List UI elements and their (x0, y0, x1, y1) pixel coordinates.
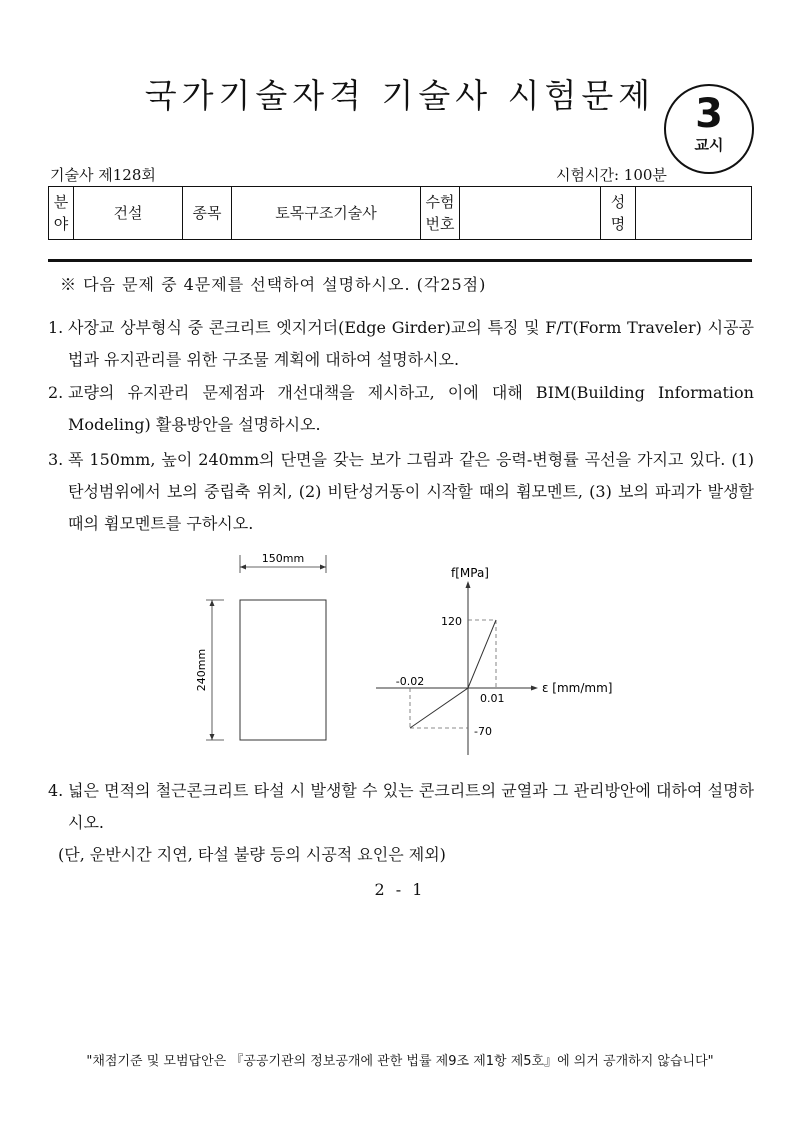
session-label: 교시 (694, 136, 724, 154)
field-label (49, 187, 74, 240)
question-number: 3. (48, 450, 64, 469)
beam-figure (0, 545, 800, 765)
exam-title: 국가기술자격 기술사 시험문제 (144, 76, 656, 115)
arrow-icon (210, 600, 215, 606)
y-axis-label: f[MPa] (451, 566, 489, 580)
exam-number-label-line2: 번호 (425, 215, 455, 233)
field-label-line1: 분 (53, 193, 69, 211)
question-text: 교량의 유지관리 문제점과 개선대책을 제시하고, 이에 대해 BIM(Building Information Modeling) 활용방안을 설명하시오. (68, 383, 754, 434)
exam-round: 기술사 제128회 (50, 166, 156, 184)
exam-info-table (48, 186, 752, 240)
exam-number-label-line1: 수험 (425, 193, 455, 211)
name-label (601, 187, 636, 240)
exam-time: 시험시간: 100분 (556, 166, 667, 184)
exam-number-label (421, 187, 460, 240)
section-rectangle (240, 600, 326, 740)
question-number: 2. (48, 383, 64, 402)
question-2 (48, 377, 754, 441)
compression-stress-label: -70 (474, 725, 492, 738)
arrow-icon (240, 565, 246, 570)
tension-stress-label: 120 (441, 615, 462, 628)
question-1 (48, 312, 754, 376)
arrow-icon (320, 565, 326, 570)
question-4-note: (단, 운반시간 지연, 타설 불량 등의 시공적 요인은 제외) (58, 845, 446, 864)
stress-strain-curve (410, 620, 496, 728)
question-4 (48, 775, 754, 839)
divider (48, 259, 752, 262)
category-label: 종목 (183, 187, 232, 240)
question-number: 4. (48, 781, 64, 800)
width-label: 150mm (261, 552, 305, 565)
question-text: 폭 150mm, 높이 240mm의 단면을 갖는 보가 그림과 같은 응력-변형률 곡선을 가지고 있다. (1) 탄성범위에서 보의 중립축 위치, (2) 비탄성거동이 시작할 때의 휨모멘트, (3) 보의 파괴가 발생할 때의 휨모멘트를 구하시오. (68, 450, 754, 533)
question-number: 1. (48, 318, 64, 337)
question-3 (48, 444, 754, 540)
compression-strain-label: -0.02 (395, 675, 425, 688)
session-number: 3 (695, 91, 723, 137)
arrow-icon (466, 581, 471, 588)
field-label-line2: 야 (53, 215, 69, 233)
stress-strain-chart (376, 566, 612, 755)
instructions: ※ 다음 문제 중 4문제를 선택하여 설명하시오. (각25점) (60, 275, 487, 294)
tension-strain-label: 0.01 (480, 692, 505, 705)
arrow-icon (531, 686, 538, 691)
name-field[interactable] (636, 187, 752, 240)
name-label-line1: 성 (610, 193, 626, 211)
page-number: 2 - 1 (374, 880, 426, 899)
session-badge (664, 84, 754, 174)
arrow-icon (210, 734, 215, 740)
field-value: 건설 (74, 187, 183, 240)
exam-number-field[interactable] (460, 187, 601, 240)
height-label: 240mm (195, 648, 208, 692)
footer-notice: "채점기준 및 모범답안은 『공공기관의 정보공개에 관한 법률 제9조 제1항 제5호』에 의거 공개하지 않습니다" (86, 1054, 714, 1069)
question-text: 사장교 상부형식 중 콘크리트 엣지거더(Edge Girder)교의 특징 및 F/T(Form Traveler) 시공공법과 유지관리를 위한 구조물 계획에 대하여 설명하시오. (68, 318, 754, 369)
name-label-line2: 명 (610, 215, 626, 233)
category-value: 토목구조기술사 (232, 187, 421, 240)
question-text: 넓은 면적의 철근콘크리트 타설 시 발생할 수 있는 콘크리트의 균열과 그 관리방안에 대하여 설명하시오. (68, 781, 754, 832)
x-axis-label: ε [mm/mm] (542, 681, 613, 695)
beam-section (195, 552, 326, 740)
